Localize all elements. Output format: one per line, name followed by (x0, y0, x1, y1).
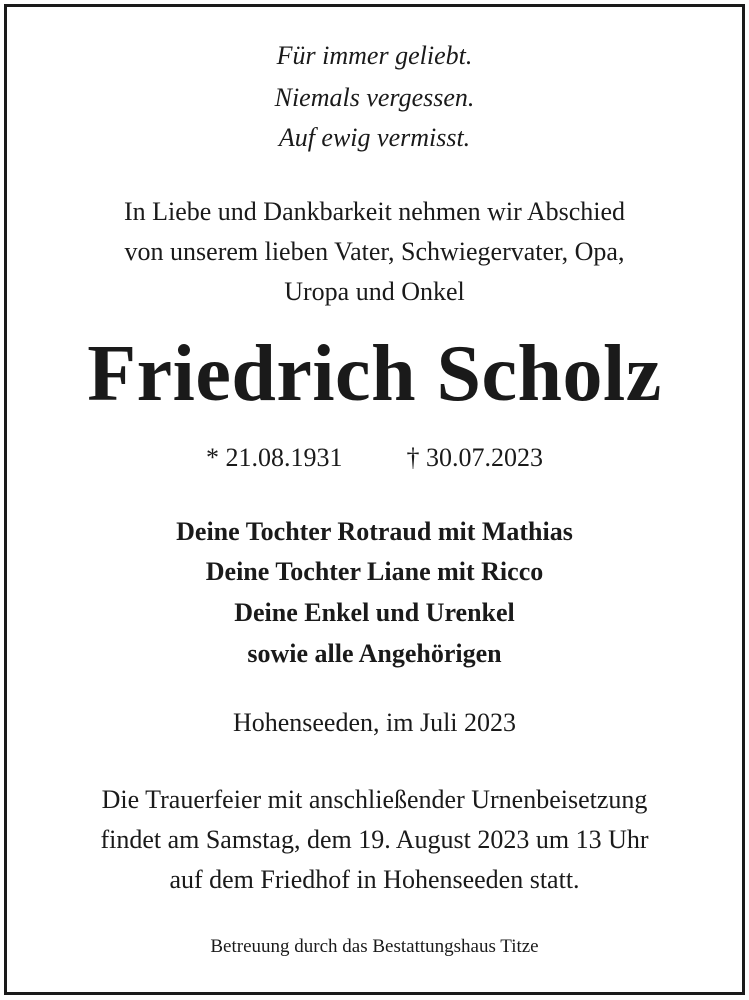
service-line-3: auf dem Friedhof in Hohenseeden statt. (169, 865, 580, 894)
service-line-1: Die Trauerfeier mit anschließender Urnenbeisetzung (101, 785, 648, 814)
death-date: † 30.07.2023 (406, 443, 543, 472)
deceased-name: Friedrich Scholz (87, 330, 662, 418)
intro-line-1: In Liebe und Dankbarkeit nehmen wir Abschied (123, 197, 626, 226)
family-line-3: Deine Enkel und Urenkel (234, 598, 515, 627)
intro-line-2: von unserem lieben Vater, Schwiegervater, Opa, (124, 237, 625, 266)
motto-line-2: Niemals vergessen. (274, 83, 475, 112)
birth-date: * 21.08.1931 (206, 443, 343, 472)
obituary-notice (4, 4, 745, 995)
motto-line-3: Auf ewig vermisst. (278, 123, 471, 152)
family-line-4: sowie alle Angehörigen (247, 639, 502, 668)
place-date: Hohenseeden, im Juli 2023 (232, 708, 517, 737)
motto-line-1: Für immer geliebt. (276, 41, 473, 70)
family-line-1: Deine Tochter Rotraud mit Mathias (176, 517, 573, 546)
intro-line-3: Uropa und Onkel (284, 277, 465, 306)
family-line-2: Deine Tochter Liane mit Ricco (205, 557, 544, 586)
service-line-2: findet am Samstag, dem 19. August 2023 um 13 Uhr (100, 825, 649, 854)
life-dates (7, 443, 742, 473)
undertaker-note: Betreuung durch das Bestattungshaus Titze (210, 936, 539, 957)
